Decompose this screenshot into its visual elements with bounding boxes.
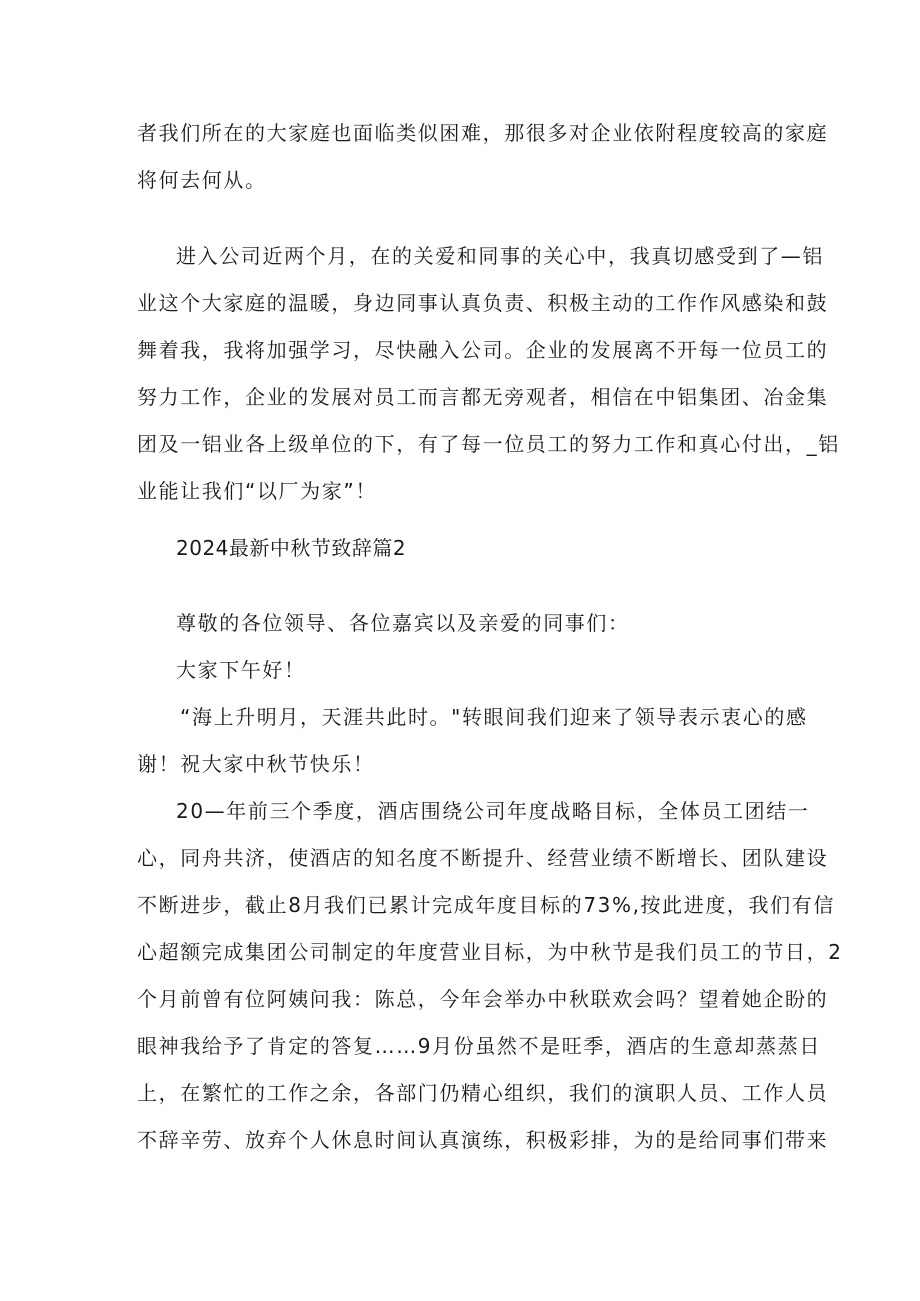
text-line: 眼神我给予了肯定的答复……9月份虽然不是旺季，酒店的生意却蒸蒸日 — [137, 1034, 821, 1058]
paragraph-start-line: “海上升明月，天涯共此时。"转眼间我们迎来了领导表示衷心的感 — [180, 705, 808, 729]
text-line: 将何去何从。 — [137, 168, 267, 192]
salutation-line: 尊敬的各位领导、各位嘉宾以及亲爱的同事们： — [176, 611, 630, 635]
text-line: 业能让我们“以厂为家”！ — [137, 479, 377, 503]
text-line: 心超额完成集团公司制定的年度营业目标，为中秋节是我们员工的节日，2 — [137, 940, 843, 964]
text-line: 努力工作，企业的发展对员工而言都无旁观者，相信在中铝集团、冶金集 — [137, 385, 829, 409]
text-line: 舞着我，我将加强学习，尽快融入公司。企业的发展离不开每一位员工的 — [137, 338, 829, 362]
text-line: 业这个大家庭的温暖，身边同事认真负责、积极主动的工作作风感染和鼓 — [137, 291, 829, 315]
text-line: 者我们所在的大家庭也面临类似困难，那很多对企业依附程度较高的家庭 — [137, 121, 829, 145]
text-line: 团及一铝业各上级单位的下，有了每一位员工的努力工作和真心付出，_铝 — [137, 432, 840, 456]
paragraph-start-line: 进入公司近两个月，在的关爱和同事的关心中，我真切感受到了—铝 — [176, 244, 824, 268]
paragraph-start-line: 20—年前三个季度，酒店围绕公司年度战略目标，全体员工团结一 — [176, 799, 810, 823]
section-heading: 2024最新中秋节致辞篇2 — [176, 536, 407, 560]
text-line: 不辞辛劳、放弃个人休息时间认真演练，积极彩排，为的是给同事们带来 — [137, 1128, 829, 1152]
greeting-line: 大家下午好！ — [176, 658, 306, 682]
text-line: 不断进步，截止8月我们已累计完成年度目标的73%,按此进度，我们有信 — [137, 893, 835, 917]
text-line: 心，同舟共济，使酒店的知名度不断提升、经营业绩不断增长、团队建设 — [137, 846, 829, 870]
text-line: 上，在繁忙的工作之余，各部门仍精心组织，我们的演职人员、工作人员 — [137, 1081, 829, 1105]
text-line: 谢！祝大家中秋节快乐！ — [137, 752, 375, 776]
text-line: 个月前曾有位阿姨问我：陈总，今年会举办中秋联欢会吗？望着她企盼的 — [137, 987, 829, 1011]
